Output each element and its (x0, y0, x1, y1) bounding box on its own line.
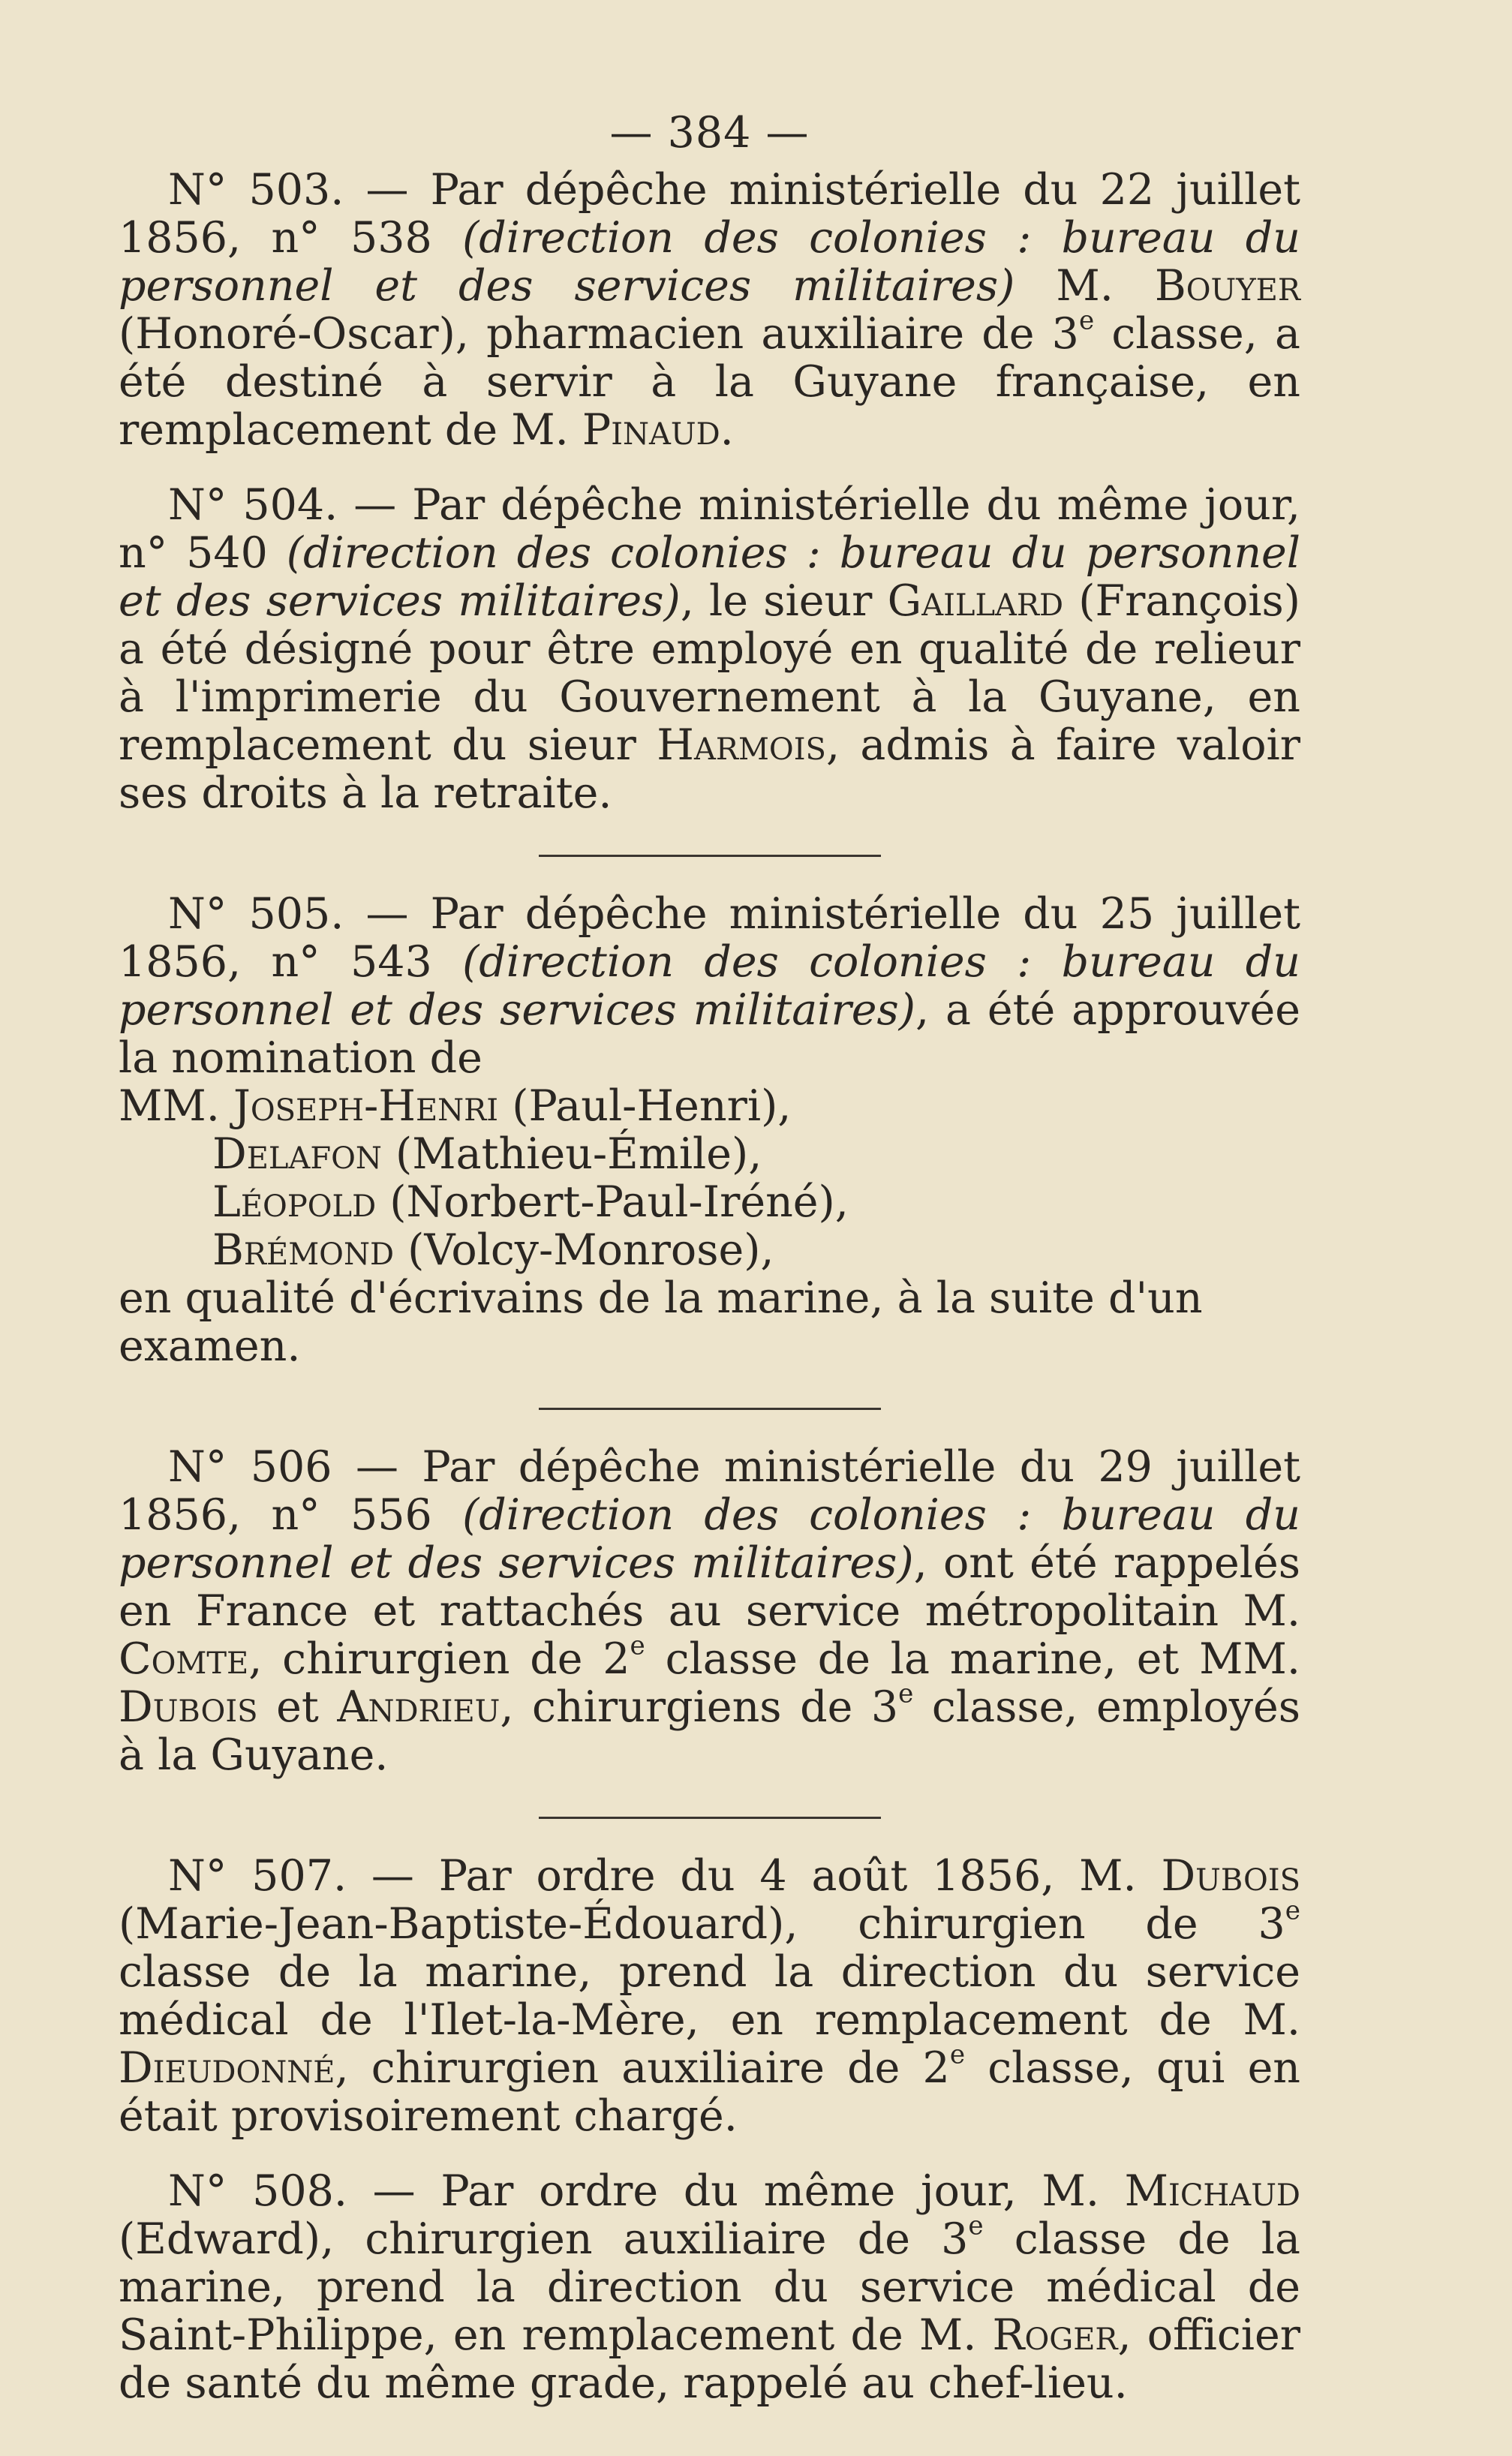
entry-503: N° 503. — Par dépêche ministérielle du 22 juillet 1856, n° 538 (direction des colonies : bureau du personnel et des services militaires) M. Bouyer (Honoré-Oscar), pharmacien auxiliaire de 3e classe, a été destiné à servir à la Guyane française, en remplacement de M. Pinaud. (119, 165, 1300, 455)
entry-505-closing: en qualité d'écrivains de la marine, à la suite d'un examen. (119, 1273, 1203, 1371)
nominee-list (119, 1130, 1300, 1274)
page-number: — 384 — (609, 108, 810, 158)
entry-507: N° 507. — Par ordre du 4 août 1856, M. Dubois (Marie-Jean-Baptiste-Édouard), chirurgien de 3e classe de la marine, prend la direction du service médical de l'Ilet-la-Mère, en remplacement de M. Dieudonné, chirurgien auxiliaire de 2e classe, qui en était provisoirement chargé. (119, 1851, 1301, 2141)
nominee-first-line: MM. Joseph-Henri (Paul-Henri), (119, 1081, 792, 1131)
entry-number: N° 507. (168, 1851, 347, 1901)
person-name: Harmois (657, 720, 826, 770)
person-name: Brémond (212, 1225, 395, 1275)
person-name: Léopold (212, 1177, 377, 1227)
person-name: Dieudonné (119, 2043, 335, 2093)
person-name: Andrieu (337, 1682, 500, 1732)
entry-504: N° 504. — Par dépêche ministérielle du même jour, n° 540 (direction des colonies : bureau du personnel et des services militaires), le sieur Gaillard (François) a été désigné pour être employé en qualité de relieur à l'imprimerie du Gouvernement à la Guyane, en remplacement du sieur Harmois, admis à faire valoir ses droits à la retraite. (119, 480, 1301, 818)
direction-reference: (direction des colonies : bureau du personnel et des services militaires) (119, 1490, 1300, 1588)
person-name: Dubois (119, 1682, 258, 1732)
person-name: Dubois (1161, 1851, 1300, 1901)
person-name: Comte (119, 1634, 249, 1684)
person-name: Michaud (1124, 2166, 1300, 2216)
entry-number: N° 506 (168, 1442, 332, 1492)
entry-number: N° 503. (168, 165, 344, 215)
person-name: Joseph-Henri (233, 1081, 499, 1131)
direction-reference: (direction des colonies : bureau du personnel et des services militaires) (119, 528, 1300, 626)
person-name: Roger (992, 2310, 1118, 2360)
list-item: Delafon (Mathieu-Émile), (212, 1129, 762, 1179)
entry-number: N° 504. (168, 480, 338, 530)
list-item: Léopold (Norbert-Paul-Iréné), (212, 1177, 849, 1227)
person-name: Gaillard (887, 576, 1064, 626)
person-name: Bouyer (1154, 261, 1300, 311)
entry-505: N° 505. — Par dépêche ministérielle du 25 juillet 1856, n° 543 (direction des colonies : bureau du personnel et des services militaires), a été approuvée la nomination de (119, 889, 1300, 1083)
person-name: Delafon (212, 1129, 382, 1179)
direction-reference: (direction des colonies : bureau du personnel et des services militaires) (119, 937, 1300, 1035)
direction-reference: (direction des colonies : bureau du personnel et des services militaires) (119, 213, 1300, 311)
entry-508: N° 508. — Par ordre du même jour, M. Michaud (Edward), chirurgien auxiliaire de 3e classe de la marine, prend la direction du service médical de Saint-Philippe, en remplacement de M. Roger, officier de santé du même grade, rappelé au chef-lieu. (119, 2166, 1300, 2408)
entry-number: N° 505. (168, 889, 344, 939)
person-name: Pinaud (582, 405, 720, 455)
text-column (119, 109, 1300, 2407)
entry-number: N° 508. (168, 2166, 347, 2216)
entry-506: N° 506 — Par dépêche ministérielle du 29 juillet 1856, n° 556 (direction des colonies : bureau du personnel et des services militaires), ont été rappelés en France et rattachés au service métropolitain M. Comte, chirurgien de 2e classe de la marine, et MM. Dubois et Andrieu, chirurgiens de 3e classe, employés à la Guyane. (119, 1442, 1300, 1780)
list-item: Brémond (Volcy-Monrose), (212, 1225, 774, 1275)
